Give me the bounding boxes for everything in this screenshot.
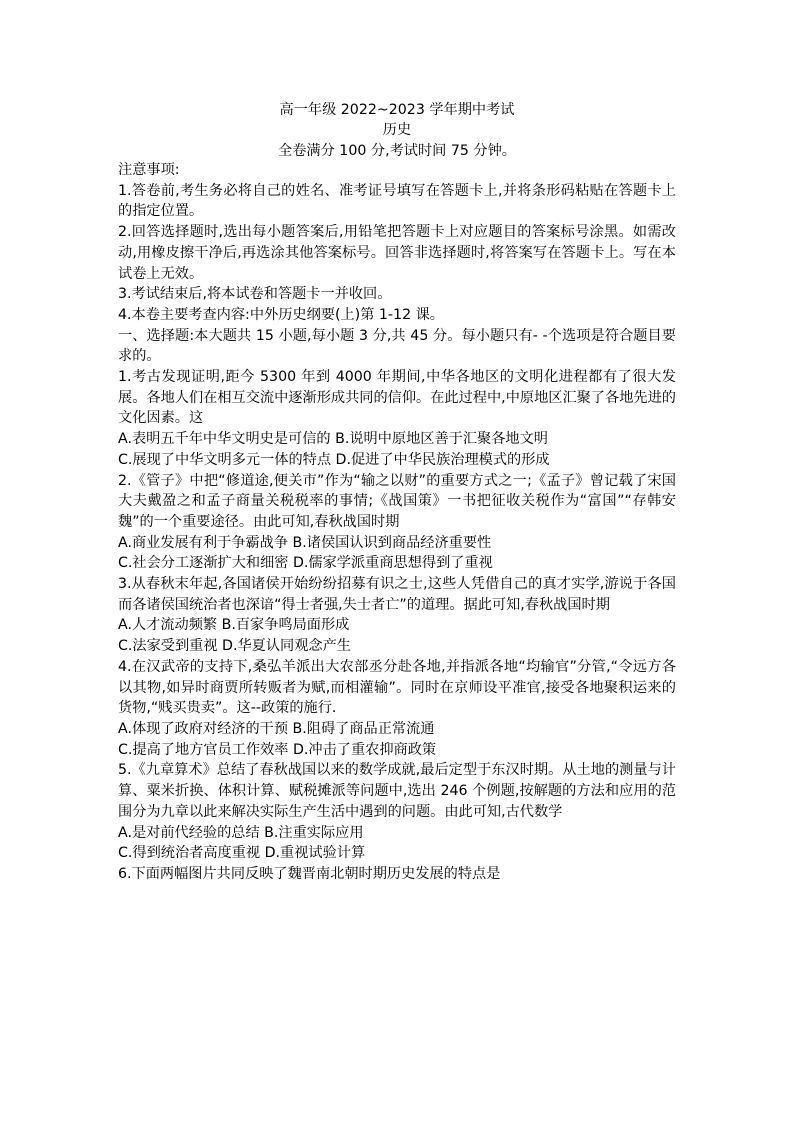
question-6-stem: 6.下面两幅图片共同反映了魏晋南北朝时期历史发展的特点是 <box>118 865 501 882</box>
question-2-options-cd: C.社会分工逐渐扩大和细密 D.儒家学派重商思想得到了重视 <box>118 555 493 572</box>
exam-header <box>118 100 676 161</box>
question-2-options-ab: A.商业发展有利于争霸战争 B.诸侯国认识到商品经济重要性 <box>118 534 492 551</box>
question-2-stem: 2.《管子》中把“修道途,便关市”作为“输之以财”的重要方式之一;《孟子》曾记载了宋国大夫戴盈之和孟子商量关税税率的事情;《战国策》一书把征收关税作为“富国”“存韩安魏”的一个重要途径。由此可知,春秋战国时期 <box>118 472 676 530</box>
exam-body <box>118 160 676 885</box>
exam-score-info: 全卷满分 100 分,考试时间 75 分钟。 <box>278 142 516 159</box>
note-item: 4.本卷主要考查内容:中外历史纲要(上)第 1-12 课。 <box>118 306 444 323</box>
question-1-stem: 1.考古发现证明,距今 5300 年到 4000 年期间,中华各地区的文明化进程都有了很大发展。各地人们在相互交流中逐渐形成共同的信仰。在此过程中,中原地区汇聚了各地先进的文化因素。这 <box>118 369 676 427</box>
note-item: 1.答卷前,考生务必将自己的姓名、准考证号填写在答题卡上,并将条形码粘贴在答题卡上的指定位置。 <box>118 182 676 220</box>
question-4-options-ab: A.体现了政府对经济的干预 B.阻碍了商品正常流通 <box>118 720 435 737</box>
note-item: 3.考试结束后,将本试卷和答题卡一并收回。 <box>118 286 392 303</box>
question-1-options-cd: C.展现了中华文明多元一体的特点 D.促进了中华民族治理模式的形成 <box>118 451 550 468</box>
question-1-options-ab: A.表明五千年中华文明史是可信的 B.说明中原地区善于汇聚各地文明 <box>118 431 548 448</box>
question-5-options-ab: A.是对前代经验的总结 B.注重实际应用 <box>118 824 364 841</box>
question-4-options-cd: C.提高了地方官员工作效率 D.冲击了重农抑商政策 <box>118 741 437 758</box>
question-4-stem: 4.在汉武帝的支持下,桑弘羊派出大农部丞分赴各地,并指派各地“均输官”分管,“令远方各以其物,如异时商贾所转贩者为赋,而相灌输”。同时在京师设平准官,接受各地聚积运来的货物,“贱买贵卖”。这--政策的施行. <box>118 658 676 717</box>
question-3-options-ab: A.人才流动频繁 B.百家争鸣局面形成 <box>118 617 350 634</box>
exam-title: 高一年级 2022~2023 学年期中考试 <box>279 102 515 118</box>
question-3-stem: 3.从春秋末年起,各国诸侯开始纷纷招募有识之士,这些人凭借自己的真才实学,游说于各国而各诸侯国统治者也深谙“得士者强,失士者亡”的道理。据此可知,春秋战国时期 <box>118 576 676 613</box>
note-item: 2.回答选择题时,选出每小题答案后,用铅笔把答题卡上对应题目的答案标号涂黑。如需改动,用橡皮擦干净后,再选涂其他答案标号。回答非选择题时,将答案写在答题卡上。写在本试卷上无效。 <box>118 224 676 282</box>
question-5-stem: 5.《九章算术》总结了春秋战国以来的数学成就,最后定型于东汉时期。从土地的测量与计算、粟米折换、体积计算、赋税摊派等问题中,选出 246 个例题,按解题的方法和应用的范围分为九章以此来解决实际生产生活中遇到的问题。由此可知,古代数学 <box>118 762 676 820</box>
exam-subject: 历史 <box>382 122 412 139</box>
question-5-options-cd: C.得到统治者高度重视 D.重视试验计算 <box>118 845 366 862</box>
question-3-options-cd: C.法家受到重视 D.华夏认同观念产生 <box>118 638 351 655</box>
section-heading: 一、选择题:本大题共 15 小题,每小题 3 分,共 45 分。每小题只有- -个选项是符合题目要求的。 <box>118 327 676 365</box>
notes-heading: 注意事项: <box>118 162 180 178</box>
